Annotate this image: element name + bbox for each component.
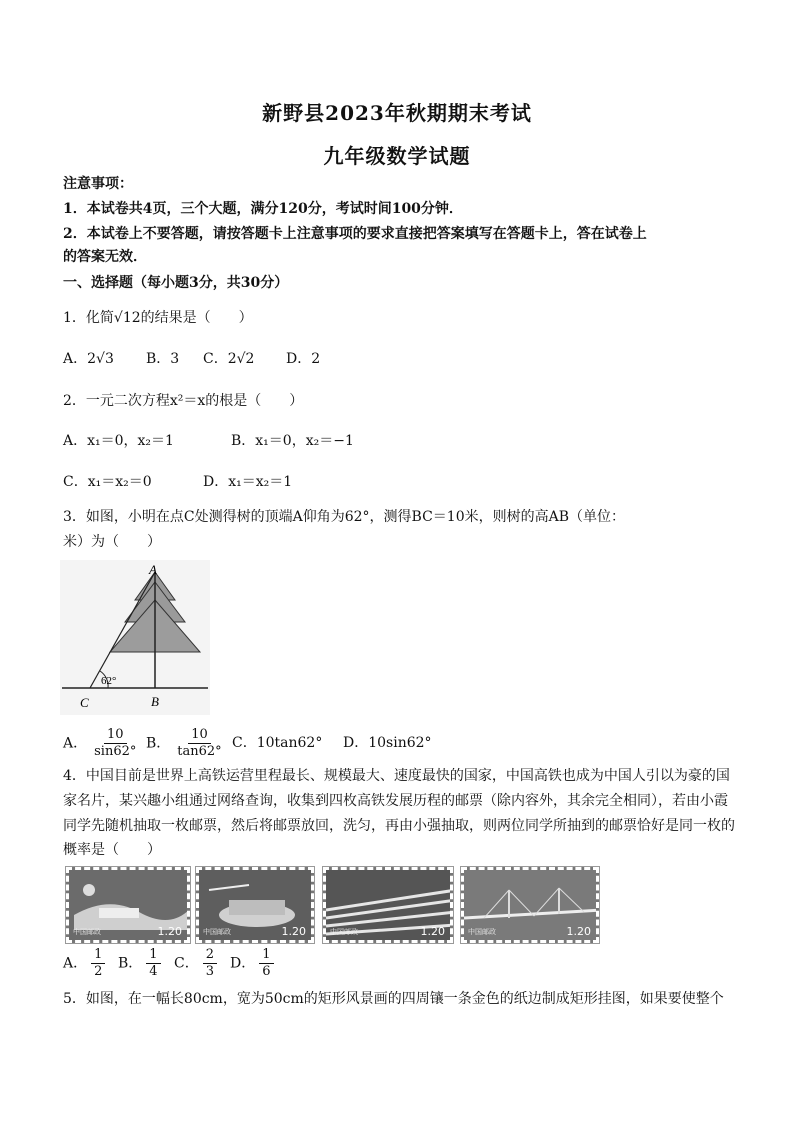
stamp-1-value: 1.20 [157,925,182,938]
label-b: B [151,694,159,709]
q4-option-d [230,947,278,980]
q4-option-a [63,947,109,980]
label-a: A [149,562,157,577]
q4-option-b-fraction [146,947,160,980]
q4-option-d-denominator: 6 [262,964,271,979]
q3-option-a-fraction [91,727,139,760]
q3-option-a-numerator: 10 [104,727,127,744]
q3-stem: 3．如图，小明在点C处测得树的顶端A仰角为62°，测得BC＝10米，则树的高AB（单位： [63,509,626,525]
notice-heading: 注意事项： [63,176,133,192]
stamp-4-title: 中国邮政 [468,928,496,936]
q4-option-a-label: A． [63,955,88,972]
q1-option-b: B．3 [146,351,180,367]
stamp-4-image [461,867,599,943]
q4-option-c [174,947,221,980]
stamp-1-title: 中国邮政 [73,928,101,936]
q4-option-a-denominator: 2 [94,964,103,979]
q3-option-b-numerator: 10 [188,727,211,744]
stamp-2-image [196,867,314,943]
q3-option-c: C．10tan62° [232,735,323,751]
stamp-3-value: 1.20 [420,925,445,938]
q5-stem: 5．如图，在一幅长80cm，宽为50cm的矩形风景画的四周镶一条金色的纸边制成矩形挂图，如果要使整个 [63,991,724,1007]
q4-option-c-denominator: 3 [205,964,214,979]
q1-option-a: A．2√3 [63,351,114,367]
q4-option-b-label: B． [118,955,143,972]
q4-stem-cont-1: 家名片，某兴趣小组通过网络查询，收集到四枚高铁发展历程的邮票（除内容外，其余完全相同），若由小霞 [63,793,728,809]
q4-stem: 4．中国目前是世界上高铁运营里程最长、规模最大、速度最快的国家，中国高铁也成为中国人引以为豪的国 [63,768,730,784]
q2-option-a: A．x₁＝0，x₂＝1 [63,433,174,449]
q1-option-c: C．2√2 [203,351,255,367]
exam-title: 新野县2023年秋期期末考试 [262,101,532,125]
notice-item-2-cont: 的答案无效． [63,249,147,265]
stamp-3-title: 中国邮政 [330,928,358,936]
stamp-2-value: 1.20 [281,925,306,938]
q2-stem: 2．一元二次方程x²＝x的根是（ ） [63,393,304,409]
q4-stem-cont-3: 概率是（ ） [63,842,161,858]
q4-option-d-numerator: 1 [259,947,273,964]
q3-option-a [63,727,143,760]
q3-option-d: D．10sin62° [343,735,432,751]
q3-option-b-label: B． [146,735,171,752]
notice-item-1: 1．本试卷共4页，三个大题，满分120分，考试时间100分钟． [63,201,463,217]
q1-option-d: D．2 [286,351,321,367]
q4-option-a-numerator: 1 [91,947,105,964]
exam-subtitle: 九年级数学试题 [323,144,471,168]
stamp-4-value: 1.20 [566,925,591,938]
stamp-2-title: 中国邮政 [203,928,231,936]
stamp-3-image [323,867,453,943]
angle-label: 62° [101,675,117,687]
q4-stem-cont-2: 同学先随机抽取一枚邮票，然后将邮票放回，洗匀，再由小强抽取，则两位同学所抽到的邮票恰好是同一枚的 [63,818,735,834]
label-c: C [80,695,89,710]
tree-figure [60,560,210,715]
q3-option-a-label: A． [63,735,88,752]
q2-option-b: B．x₁＝0，x₂＝−1 [231,433,354,449]
q4-option-d-fraction [259,947,273,980]
q3-stem-cont: 米）为（ ） [63,534,161,550]
q3-option-a-denominator: sin62° [94,744,137,759]
q4-option-b [118,947,165,980]
q3-option-b [146,727,229,760]
notice-item-2: 2．本试卷上不要答题，请按答题卡上注意事项的要求直接把答案填写在答题卡上，答在试卷上 [63,226,647,242]
section-1-heading: 一、选择题（每小题3分，共30分） [63,275,289,291]
q3-option-b-denominator: tan62° [177,744,222,759]
q4-option-a-fraction [91,947,105,980]
q4-option-d-label: D． [230,955,256,972]
q2-option-d: D．x₁＝x₂＝1 [203,474,293,490]
q3-option-b-fraction [174,727,224,760]
q4-option-c-label: C． [174,955,199,972]
q4-option-c-numerator: 2 [203,947,217,964]
q4-option-b-denominator: 4 [149,964,158,979]
q4-option-c-fraction [203,947,217,980]
q2-option-c: C．x₁＝x₂＝0 [63,474,152,490]
stamp-1-image [66,867,190,943]
q1-stem: 1．化简√12的结果是（ ） [63,310,253,326]
q4-option-b-numerator: 1 [146,947,160,964]
